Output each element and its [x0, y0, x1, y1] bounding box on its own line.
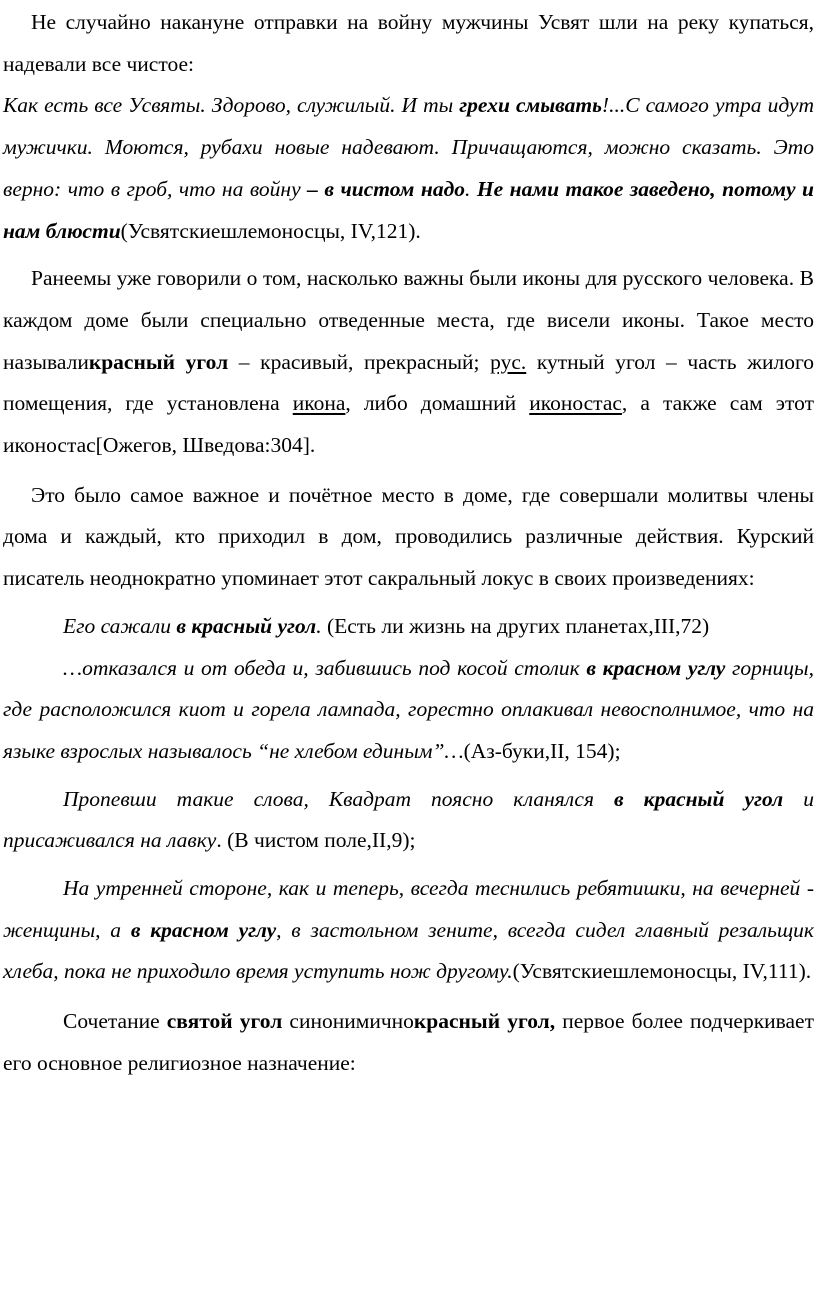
- quote-text: .: [316, 613, 327, 638]
- quote-usvyaty-bathing: [3, 85, 814, 252]
- quote-source: (Есть ли жизнь на других планетах,III,72): [326, 613, 710, 638]
- quote-emphasis: Не нами такое заведено, потому и нам блюсти: [3, 176, 814, 243]
- quote-text: !...С самого утра идут мужички. Моются, рубахи новые надевают. Причащаются, можно сказать. Это верно: что в гроб, что на войну: [3, 93, 815, 201]
- paragraph-text: Ранеемы уже говорили о том, насколько важны были иконы для русского человека. В каждом доме были специально отведенные места, где висели иконы. Такое место называли: [3, 266, 814, 374]
- term-emphasis: святой угол: [166, 1009, 283, 1034]
- quote-text: горницы, где расположился киот и горела лампада, горестно оплакивал невосполнимое, что на языке взрослых называлось “не хлебом единым”…: [3, 655, 814, 763]
- paragraph-text: Это было самое важное и почётное место в доме, где совершали молитвы члены дома и каждый, кто приходил в дом, проводились различные действия. Курский писатель неоднократно упоминает этот сакральный локус в своих произведениях:: [3, 482, 814, 591]
- paragraph-text: , а также сам этот иконостас[Ожегов, Шведова:304].: [3, 391, 814, 458]
- quote-refused-dinner: [3, 648, 814, 773]
- icon-link[interactable]: икона: [292, 391, 346, 416]
- paragraph-text: , либо домашний: [345, 391, 530, 416]
- quote-source: (Аз-буки,II, 154);: [463, 738, 621, 763]
- quote-source: (Усвятскиешлемоносцы, IV,111).: [512, 959, 812, 984]
- quote-text: .: [465, 176, 477, 201]
- quote-kvadrat-bowing: [3, 779, 814, 862]
- quote-text: Его сажали: [63, 613, 177, 638]
- paragraph-holy-corner-synonym: [3, 1001, 814, 1084]
- paragraph-war-preparation: [3, 2, 814, 85]
- quote-text: Пропевши такие слова, Квадрат поясно кланялся: [63, 786, 615, 811]
- quote-morning-side: [3, 868, 814, 993]
- paragraph-text: Не случайно накануне отправки на войну мужчины Усвят шли на реку купаться, надевали все чистое:: [3, 10, 814, 76]
- quote-emphasis: в красном углу: [586, 655, 726, 680]
- quote-text: На утренней стороне, как и теперь, всегда теснились ребятишки, на вечерней - женщины, а: [3, 876, 814, 942]
- quote-emphasis: в красный угол: [176, 613, 317, 638]
- rus-abbreviation-link[interactable]: рус.: [490, 349, 527, 374]
- paragraph-sacred-place: [3, 475, 814, 600]
- paragraph-text: первое более подчеркивает его основное религиозное назначение:: [3, 1009, 814, 1075]
- paragraph-text: синонимично: [282, 1009, 414, 1034]
- quote-emphasis: – в чистом надо: [307, 176, 466, 201]
- quote-seated-red-corner: [3, 606, 814, 648]
- quote-text: Как есть все Усвяты. Здорово, служилый. И ты: [3, 93, 460, 118]
- iconostasis-link[interactable]: иконостас: [529, 391, 622, 416]
- quote-text: , в застольном зените, всегда сидел главный резальщик хлеба, пока не приходило время уступить нож другому.: [3, 917, 814, 984]
- paragraph-red-corner-definition: [3, 258, 814, 467]
- paragraph-text: кутный угол – часть жилого помещения, где установлена: [3, 349, 814, 416]
- term-emphasis: красный угол,: [413, 1009, 556, 1034]
- quote-emphasis: в красном углу: [130, 917, 277, 942]
- paragraph-text: Сочетание: [63, 1009, 167, 1034]
- quote-source: (Усвятскиешлемоносцы, IV,121).: [120, 218, 421, 243]
- document-page: [0, 2, 816, 1292]
- quote-emphasis: в красный угол: [614, 786, 784, 811]
- quote-emphasis: грехи смывать: [459, 93, 602, 118]
- quote-text: и присаживался на лавку: [3, 786, 814, 853]
- paragraph-text: – красивый, прекрасный;: [228, 349, 491, 374]
- term-emphasis: красный угол: [88, 349, 229, 374]
- quote-source: . (В чистом поле,II,9);: [216, 828, 416, 853]
- quote-text: …отказался и от обеда и, забившись под косой столик: [63, 655, 587, 680]
